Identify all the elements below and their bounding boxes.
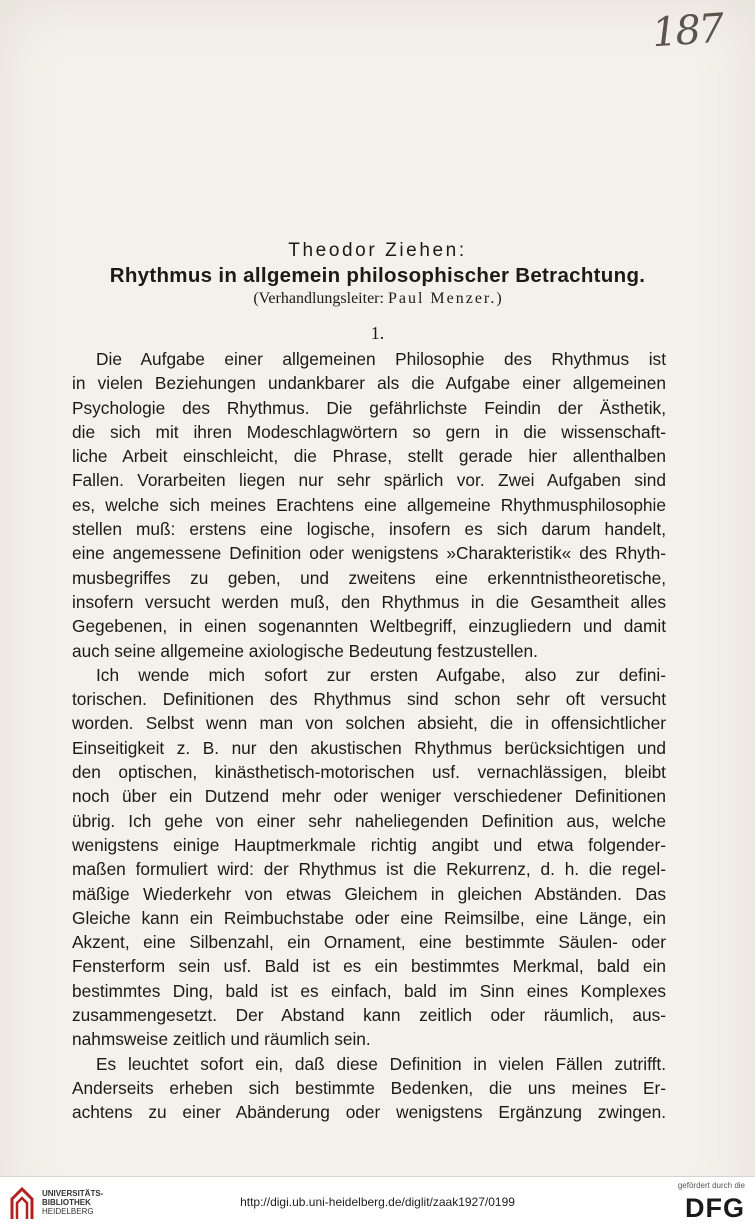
text-line: den optischen, kinästhetisch-motorischen usf. vernachlässigen, bleibt xyxy=(72,762,666,783)
text-line: bestimmtes Ding, bald ist es einfach, bald im Sinn eines Komplexes xyxy=(72,980,666,1001)
text-line: übrig. Ich gehe von einer sehr naheliegenden Definition aus, welche xyxy=(72,810,666,831)
author-heading: Theodor Ziehen: xyxy=(288,240,467,261)
text-line: Fallen. Vorarbeiten liegen nur sehr spärlich vor. Zwei Aufgaben sind xyxy=(72,470,666,491)
text-line: Einseitigkeit z. B. nur den akustischen Rhythmus berücksichtigen und xyxy=(72,737,666,758)
subtitle-prefix: (Verhandlungsleiter: xyxy=(253,290,388,307)
text-line: wenigstens einige Hauptmerkmale richtig angibt und etwa folgender- xyxy=(72,834,666,855)
subtitle-suffix: ) xyxy=(496,290,502,307)
text-line: Es leuchtet sofort ein, daß diese Definition in vielen Fällen zutrifft. xyxy=(96,1053,666,1074)
folio-number: 187 xyxy=(650,5,724,57)
text-line: Fensterform sein usf. Bald ist es ein bestimmtes Merkmal, bald ein xyxy=(72,956,666,977)
text-line: Gleiche kann ein Reimbuchstabe oder eine Reimsilbe, eine Länge, ein xyxy=(72,907,666,928)
text-line: zusammengesetzt. Der Abstand kann zeitlich oder räumlich, aus- xyxy=(72,1005,666,1026)
text-line: worden. Selbst wenn man von solchen absieht, die in offensichtlicher xyxy=(72,713,666,734)
text-line: Die Aufgabe einer allgemeinen Philosophie des Rhythmus ist xyxy=(96,349,666,369)
text-line: musbegriffes zu geben, und zweitens eine erkenntnistheoretische, xyxy=(72,567,666,588)
library-name-line: HEIDELBERG xyxy=(42,1207,94,1216)
article-subtitle xyxy=(0,290,755,308)
text-line: die sich mit ihren Modeschlagwörtern so gern in die wissenschaft- xyxy=(72,421,666,442)
text-line: noch über ein Dutzend mehr oder weniger verschiedener Definitionen xyxy=(72,786,666,807)
text-line: insofern versucht werden muß, den Rhythmus in die Gesamtheit alles xyxy=(72,591,666,612)
library-name-line: BIBLIOTHEK xyxy=(42,1198,91,1207)
text-line: auch seine allgemeine axiologische Bedeutung festzustellen. xyxy=(72,640,538,661)
section-number: 1. xyxy=(370,323,385,343)
footer-bar xyxy=(0,1176,755,1231)
body-text xyxy=(72,347,666,1125)
text-line: in vielen Beziehungen undankbarer als die Aufgabe einer allgemeinen xyxy=(72,373,666,394)
text-line: mäßige Wiederkehr von etwas Gleichem in gleichen Abständen. Das xyxy=(72,883,666,904)
library-name-line: UNIVERSITÄTS- xyxy=(42,1189,104,1198)
text-line: nahmsweise zeitlich und räumlich sein. xyxy=(72,1029,371,1050)
text-line: Anderseits erheben sich bestimmte Bedenken, die uns meines Er- xyxy=(72,1077,666,1098)
dfg-logo: DFG xyxy=(685,1193,745,1223)
text-line: stellen muß: erstens eine logische, insofern es sich darum handelt, xyxy=(72,519,666,540)
text-line: liche Arbeit einschleicht, die Phrase, stellt gerade hier allenthalben xyxy=(72,446,666,467)
text-line: Akzent, eine Silbenzahl, ein Ornament, eine bestimmte Säulen- oder xyxy=(72,932,666,953)
sponsor-label: gefördert durch die xyxy=(677,1181,745,1190)
article-title: Rhythmus in allgemein philosophischer Betrachtung. xyxy=(109,264,646,287)
text-line: Ich wende mich sofort zur ersten Aufgabe, also zur defini- xyxy=(96,664,666,685)
text-line: Psychologie des Rhythmus. Die gefährlichste Feindin der Ästhetik, xyxy=(72,397,666,418)
text-line: es, welche sich meines Erachtens eine allgemeine Rhythmusphilosophie xyxy=(72,494,666,515)
text-line: eine angemessene Definition oder wenigstens »Charakteristik« des Rhyth- xyxy=(72,543,666,564)
text-line: maßen formuliert wird: der Rhythmus ist die Rekurrenz, d. h. die regel- xyxy=(72,859,666,880)
text-line: Gegebenen, in einen sogenannten Weltbegriff, einzugliedern und damit xyxy=(72,616,666,637)
text-line: torischen. Definitionen des Rhythmus sind schon sehr oft versucht xyxy=(72,689,666,710)
permalink[interactable]: http://digi.ub.uni-heidelberg.de/diglit/zaak1927/0199 xyxy=(240,1195,515,1209)
text-line: achtens zu einer Abänderung oder wenigstens Ergänzung zwingen. xyxy=(72,1102,666,1123)
subtitle-name: Paul Menzer. xyxy=(387,290,497,307)
